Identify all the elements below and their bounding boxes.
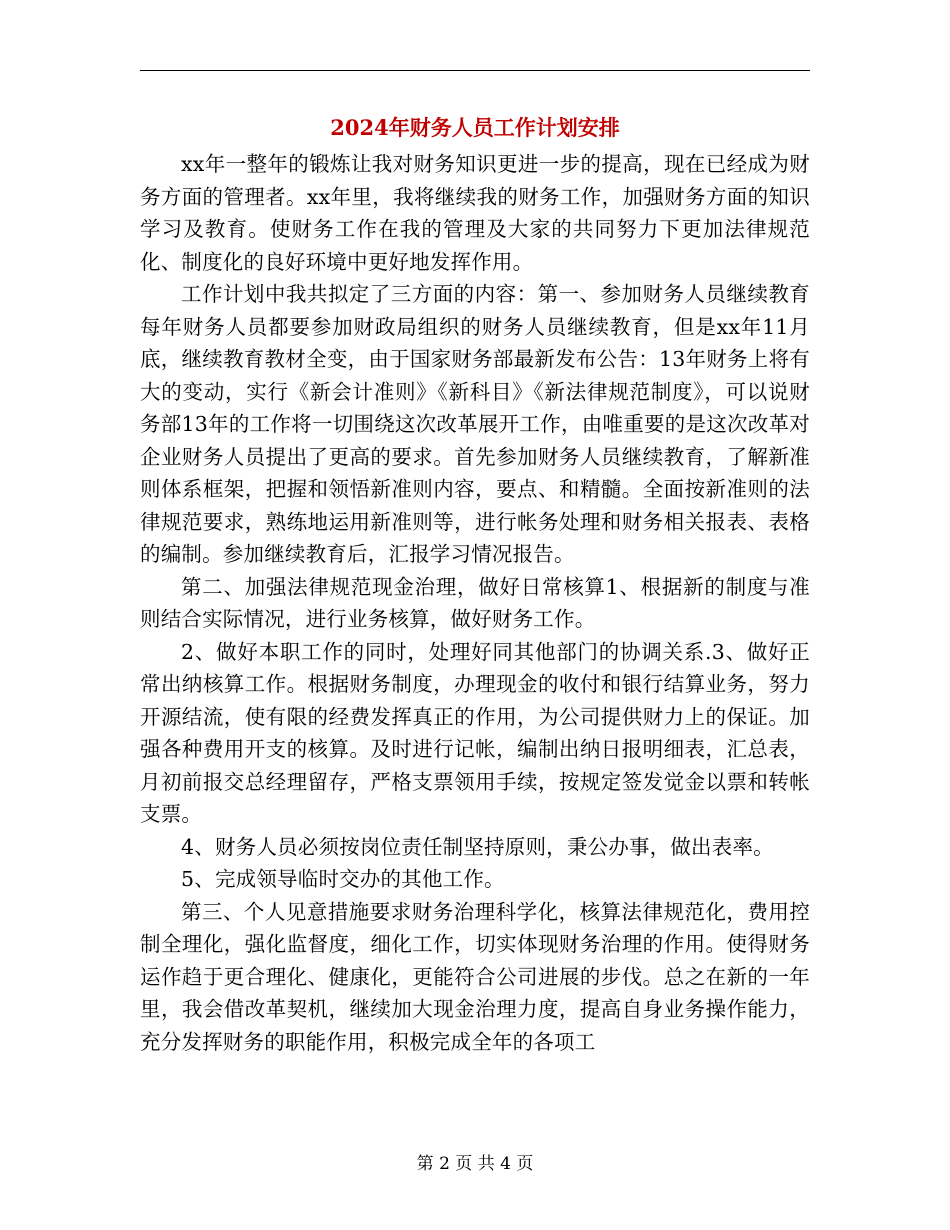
paragraph-7: 第三、个人见意措施要求财务治理科学化，核算法律规范化，费用控制全理化，强化监督度，细化工作，切实体现财务治理的作用。使得财务运作趋于更合理化、健康化，更能符合公司进展的步伐。总之在新的一年里，我会借改革契机，继续加大现金治理力度，提高自身业务操作能力，充分发挥财务的职能作用，积极完成全年的各项工 [140, 899, 810, 1054]
document-title: 2024年财务人员工作计划安排 [330, 115, 620, 140]
paragraph-3: 第二、加强法律规范现金治理，做好日常核算1、根据新的制度与准则结合实际情况，进行业务核算，做好财务工作。 [140, 574, 810, 631]
page-number-footer: 第 2 页 共 4 页 [416, 1154, 534, 1174]
paragraph-2: 工作计划中我共拟定了三方面的内容：第一、参加财务人员继续教育每年财务人员都要参加财政局组织的财务人员继续教育，但是xx年11月底，继续教育教材全变，由于国家财务部最新发布公告：13年财务上将有大的变动，实行《新会计准则》《新科目》《新法律规范制度》，可以说财务部13年的工作将一切围绕这次改革展开工作，由唯重要的是这次改革对企业财务人员提出了更高的要求。首先参加财务人员继续教育，了解新准则体系框架，把握和领悟新准则内容，要点、和精髓。全面按新准则的法律规范要求，熟练地运用新准则等，进行帐务处理和财务相关报表、表格的编制。参加继续教育后，汇报学习情况报告。 [140, 282, 810, 566]
paragraph-6: 5、完成领导临时交办的其他工作。 [181, 867, 505, 891]
paragraph-1: xx年一整年的锻炼让我对财务知识更进一步的提高，现在已经成为财务方面的管理者。xx年里，我将继续我的财务工作，加强财务方面的知识学习及教育。使财务工作在我的管理及大家的共同努力下更加法律规范化、制度化的良好环境中更好地发挥作用。 [140, 152, 810, 274]
paragraph-5: 4、财务人员必须按岗位责任制坚持原则，秉公办事，做出表率。 [181, 834, 774, 859]
paragraph-4: 2、做好本职工作的同时，处理好同其他部门的协调关系.3、做好正常出纳核算工作。根据财务制度，办理现金的收付和银行结算业务，努力开源结流，使有限的经费发挥真正的作用，为公司提供财力上的保证。加强各种费用开支的核算。及时进行记帐，编制出纳日报明细表，汇总表，月初前报交总经理留存，严格支票领用手续，按规定签发觉金以票和转帐支票。 [140, 639, 810, 826]
document-body [140, 148, 810, 1058]
header-rule [140, 70, 810, 71]
